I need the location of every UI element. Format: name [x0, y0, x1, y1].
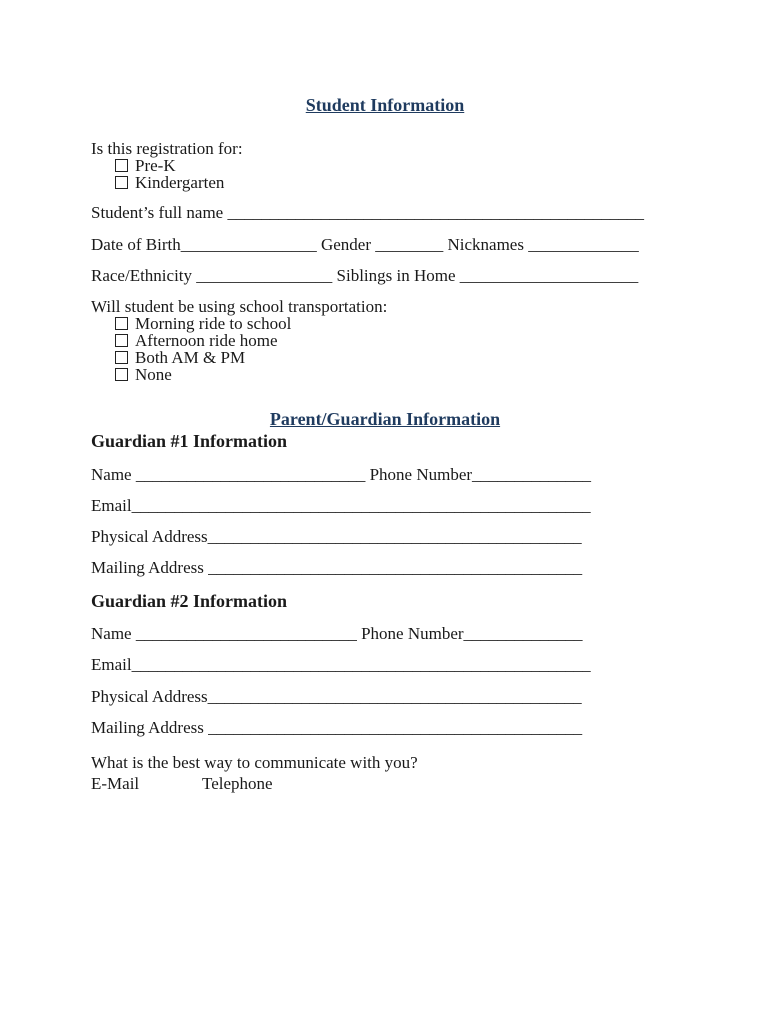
communication-options	[91, 774, 273, 794]
option-label: Kindergarten	[135, 173, 225, 192]
registration-question: Is this registration for:	[91, 139, 243, 158]
option-label: Afternoon ride home	[135, 331, 278, 350]
option-pre-k[interactable]	[115, 157, 176, 174]
guardian-2-heading: Guardian #2 Information	[91, 591, 288, 611]
communication-question: What is the best way to communicate with you?	[91, 753, 418, 772]
option-kindergarten[interactable]	[115, 174, 224, 191]
option-telephone[interactable]: Telephone	[202, 774, 273, 793]
guardian-2-mailing-address-field[interactable]: Mailing Address ____________________________________________	[91, 718, 583, 737]
option-label: Morning ride to school	[135, 314, 292, 333]
guardian-2-physical-address-field[interactable]: Physical Address____________________________________________	[91, 687, 582, 706]
option-none[interactable]	[115, 366, 172, 383]
race-siblings-field[interactable]: Race/Ethnicity ________________ Siblings in Home _____________________	[91, 266, 639, 285]
guardian-2-email-field[interactable]: Email______________________________________________________	[91, 655, 591, 674]
option-email[interactable]: E-Mail	[91, 774, 140, 793]
option-both-am-pm[interactable]	[115, 349, 245, 366]
checkbox-icon[interactable]	[115, 368, 128, 381]
student-full-name-field[interactable]: Student’s full name _________________________________________________	[91, 203, 644, 222]
option-morning-ride[interactable]	[115, 315, 291, 332]
student-information-title: Student Information	[305, 95, 465, 115]
option-label: None	[135, 365, 172, 384]
dob-gender-nickname-field[interactable]: Date of Birth________________ Gender ________ Nicknames _____________	[91, 235, 639, 254]
option-afternoon-ride[interactable]	[115, 332, 278, 349]
checkbox-icon[interactable]	[115, 176, 128, 189]
checkbox-icon[interactable]	[115, 334, 128, 347]
parent-guardian-information-title: Parent/Guardian Information	[269, 409, 501, 429]
option-label: Both AM & PM	[135, 348, 246, 367]
guardian-2-name-phone-field[interactable]: Name __________________________ Phone Number______________	[91, 624, 583, 643]
guardian-1-name-phone-field[interactable]: Name ___________________________ Phone Number______________	[91, 465, 592, 484]
checkbox-icon[interactable]	[115, 351, 128, 364]
guardian-1-mailing-address-field[interactable]: Mailing Address ____________________________________________	[91, 558, 583, 577]
guardian-1-physical-address-field[interactable]: Physical Address____________________________________________	[91, 527, 582, 546]
guardian-1-email-field[interactable]: Email______________________________________________________	[91, 496, 591, 515]
option-label: Pre-K	[135, 156, 176, 175]
transport-question: Will student be using school transportation:	[91, 297, 388, 316]
guardian-1-heading: Guardian #1 Information	[91, 431, 288, 451]
checkbox-icon[interactable]	[115, 159, 128, 172]
checkbox-icon[interactable]	[115, 317, 128, 330]
